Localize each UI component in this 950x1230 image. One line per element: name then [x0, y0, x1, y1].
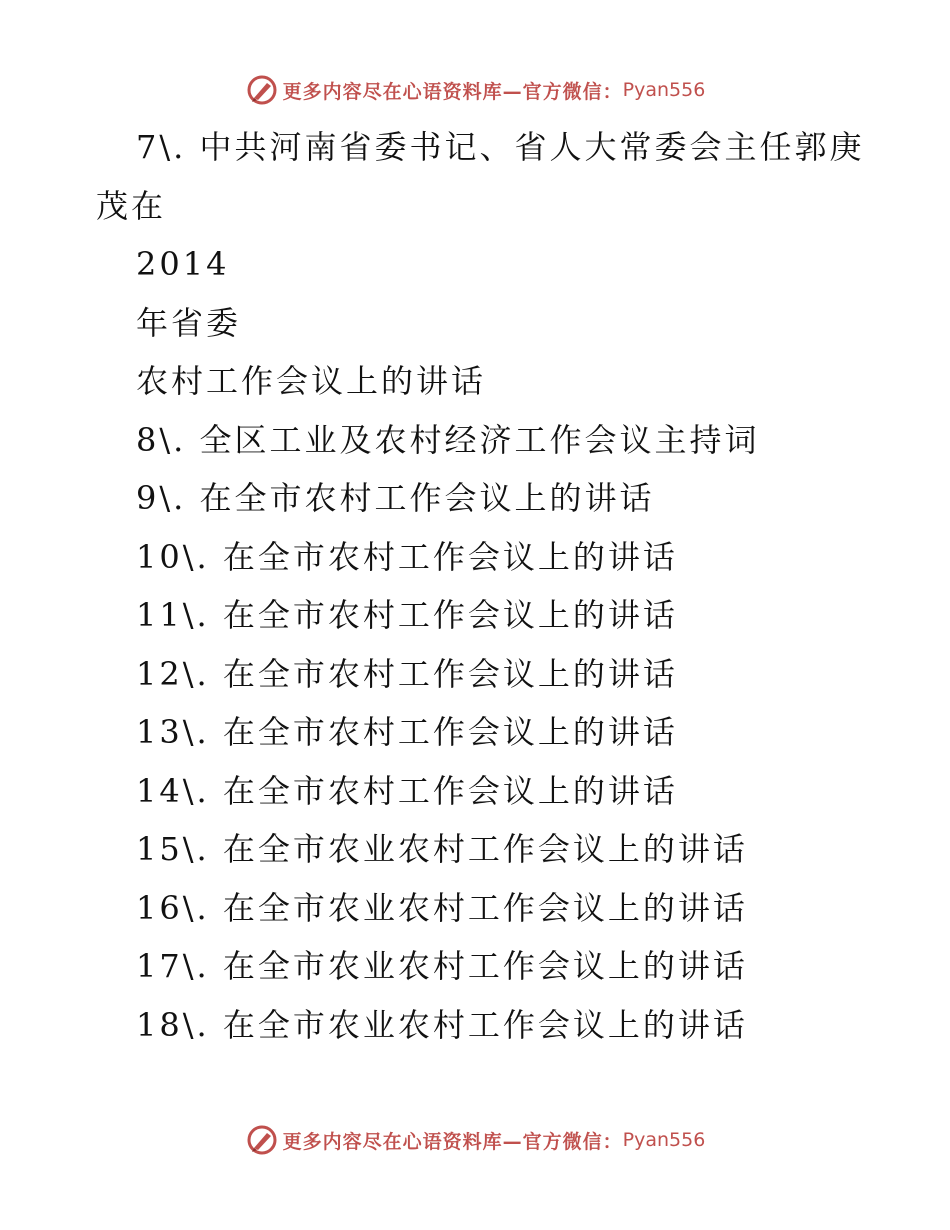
- footer-banner: [0, 1120, 950, 1160]
- list-item: 14\. 在全市农村工作会议上的讲话: [136, 771, 678, 810]
- list-item-continuation: 茂在: [96, 186, 167, 225]
- list-item: 15\. 在全市农业农村工作会议上的讲话: [136, 830, 748, 868]
- list-item: 17\. 在全市农业农村工作会议上的讲话: [136, 947, 748, 985]
- pen-circle-logo-icon: [245, 1123, 279, 1157]
- list-item: 13\. 在全市农村工作会议上的讲话: [136, 713, 678, 751]
- list-item: [96, 118, 886, 235]
- list-item-first-line: 7\. 中共河南省委书记、省人大常委会主任郭庚: [136, 128, 865, 166]
- pen-circle-logo-icon: [245, 73, 279, 107]
- banner-text: 更多内容尽在心语资料库—官方微信：: [282, 80, 623, 103]
- banner-wechat-id: Pyan556: [622, 79, 706, 101]
- list-item: 8\. 全区工业及农村经济工作会议主持词: [136, 420, 760, 459]
- list-item: 年省委: [136, 303, 242, 342]
- list-item: 16\. 在全市农业农村工作会议上的讲话: [136, 888, 748, 927]
- list-item: 10\. 在全市农村工作会议上的讲话: [136, 537, 678, 576]
- document-body: [96, 118, 886, 1054]
- banner-wechat-id: Pyan556: [622, 1129, 706, 1151]
- banner-text: 更多内容尽在心语资料库—官方微信：: [282, 1130, 623, 1153]
- list-item: 11\. 在全市农村工作会议上的讲话: [136, 596, 678, 634]
- list-item: 18\. 在全市农业农村工作会议上的讲话: [136, 1005, 748, 1044]
- list-item: 9\. 在全市农村工作会议上的讲话: [136, 479, 655, 517]
- list-item: 农村工作会议上的讲话: [136, 362, 487, 400]
- list-item: 12\. 在全市农村工作会议上的讲话: [136, 654, 678, 693]
- header-banner: [0, 70, 950, 110]
- list-item: 2014: [136, 245, 230, 283]
